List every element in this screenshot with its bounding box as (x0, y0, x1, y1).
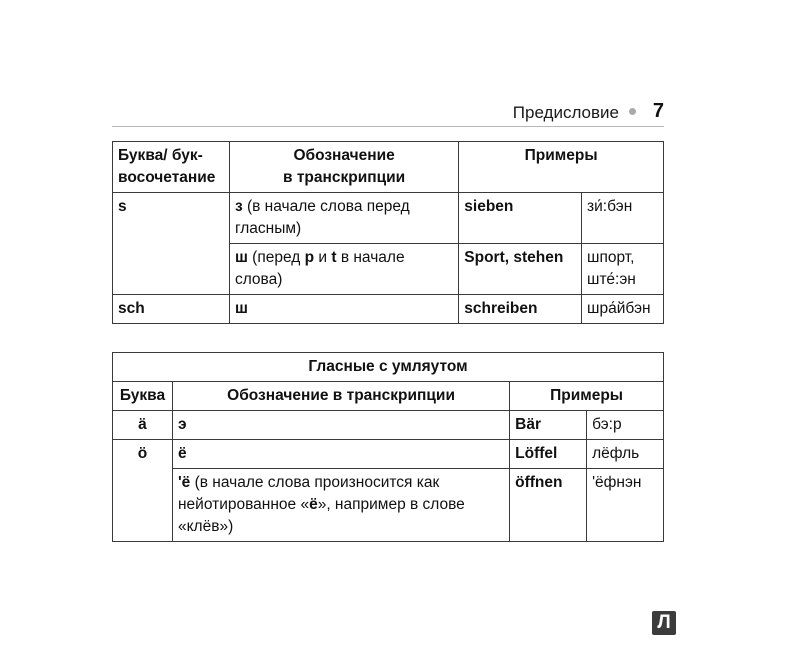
consonant-table (112, 141, 664, 324)
letter-cell: sch (113, 295, 230, 324)
umlaut-table (112, 352, 664, 542)
page-header (112, 96, 664, 127)
example-reading: зи́:бэн (582, 193, 664, 244)
table-row (113, 469, 664, 542)
transcription-cell (172, 469, 509, 542)
page-number: 7 (652, 100, 664, 122)
publisher-logo: Л (652, 611, 676, 635)
letter-p: p (304, 249, 315, 266)
transcription-symbol: ш (234, 249, 248, 266)
table-header-row (113, 142, 664, 193)
transcription-note: », например в слове «клёв») (177, 496, 465, 535)
table-header-row (113, 382, 664, 411)
transcription-symbol: з (234, 198, 243, 215)
example-word: sieben (459, 193, 582, 244)
separator-dot (629, 108, 636, 115)
transcription-cell (229, 193, 458, 244)
table-row (113, 193, 664, 244)
example-word: Sport, stehen (459, 244, 582, 295)
letter-t: t (331, 249, 337, 266)
letter-cell: s (113, 193, 230, 295)
table-row (113, 411, 664, 440)
letter-cell: ä (113, 411, 173, 440)
table-caption-row (113, 353, 664, 382)
example-reading: 'ёфнэн (587, 469, 664, 542)
header-letter: Буква/ бук- восочетание (113, 142, 230, 193)
header-transcription: Обозначение в транскрипции (172, 382, 509, 411)
header-examples: Примеры (510, 382, 664, 411)
table-caption: Гласные с умляутом (113, 353, 664, 382)
transcription-symbol: ё (172, 440, 509, 469)
letter-yo: ё (309, 496, 318, 513)
example-word: öffnen (510, 469, 587, 542)
example-word: schreiben (459, 295, 582, 324)
example-reading: бэ:р (587, 411, 664, 440)
table-row (113, 295, 664, 324)
table-row (113, 440, 664, 469)
transcription-note: и (314, 249, 332, 266)
example-reading: шра́йбэн (582, 295, 664, 324)
example-word: Bär (510, 411, 587, 440)
running-title: Предисловие (512, 103, 619, 122)
transcription-cell (229, 244, 458, 295)
header-letter: Буква (113, 382, 173, 411)
example-reading: лёфль (587, 440, 664, 469)
transcription-symbol: э (172, 411, 509, 440)
example-word: Löffel (510, 440, 587, 469)
transcription-note: (в начале слова произносится как нейотированное « (177, 474, 440, 513)
transcription-note: (в начале слова перед гласным) (234, 198, 410, 237)
transcription-symbol: 'ё (177, 474, 191, 491)
header-examples: Примеры (459, 142, 664, 193)
header-transcription: Обозначение в транскрипции (229, 142, 458, 193)
transcription-note: в начале слова) (234, 249, 405, 288)
example-reading: шпорт, ште́:эн (582, 244, 664, 295)
transcription-symbol: ш (229, 295, 458, 324)
letter-cell: ö (113, 440, 173, 542)
transcription-note: (перед (247, 249, 305, 266)
